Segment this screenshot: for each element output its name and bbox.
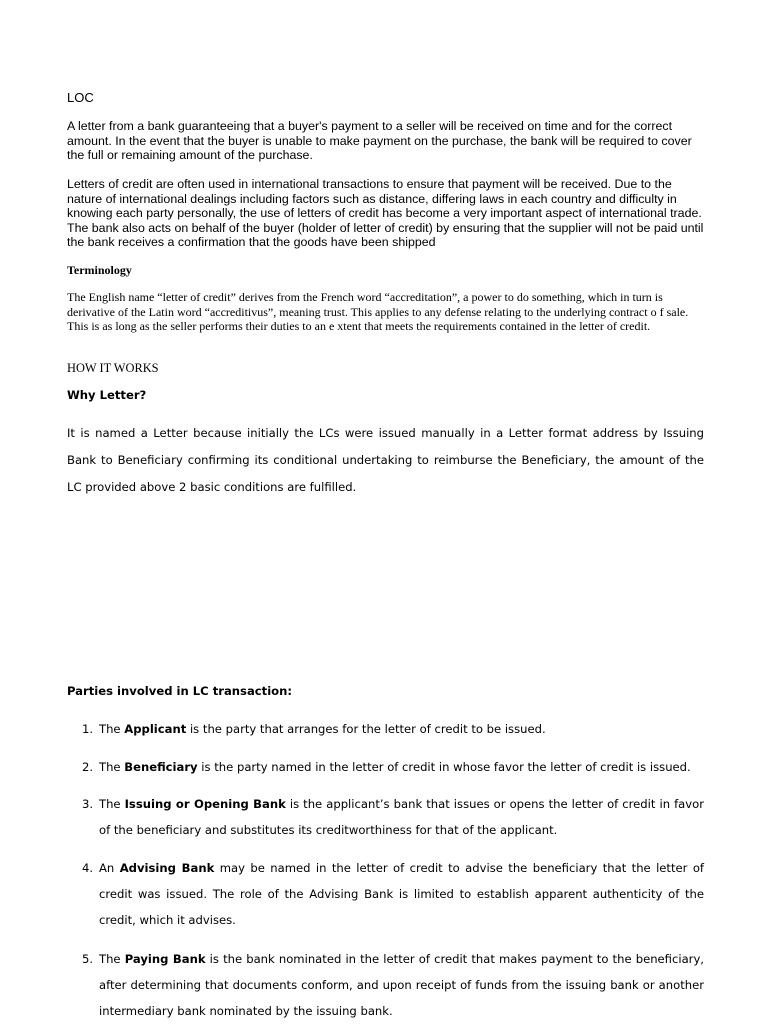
list-item-term: Paying Bank: [124, 952, 206, 966]
list-item: [67, 716, 704, 742]
list-item-term: Beneficiary: [124, 760, 198, 774]
list-item-number: 3.: [82, 797, 94, 811]
how-it-works-heading: HOW IT WORKS: [67, 361, 159, 375]
list-item-text: is the applicant’s bank that issues or opens the letter of credit in favor of the beneficiary and substitutes its creditworthiness for that of the applicant.: [99, 797, 704, 837]
list-item-text: may be named in the letter of credit to advise the beneficiary that the letter of credit was issued. The role of the Advising Bank is limited to establish apparent authenticity of the credit, which it advises.: [99, 861, 704, 927]
intro-paragraph-1: A letter from a bank guaranteeing that a buyer's payment to a seller will be received on time and for the correct amount. In the event that the buyer is unable to make payment on the purchase, the bank will be required to cover the full or remaining amount of the purchase.: [67, 119, 692, 162]
terminology-heading: Terminology: [67, 263, 132, 277]
intro-paragraph-2: Letters of credit are often used in international transactions to ensure that payment will be received. Due to the nature of international dealings including factors such as distance, differing laws in each country and difficulty in knowing each party personally, the use of letters of credit has become a very important aspect of international trade. The bank also acts on behalf of the buyer (holder of letter of credit) by ensuring that the supplier will not be paid until the bank receives a confirmation that the goods have been shipped: [67, 177, 704, 249]
list-item-prefix: The: [99, 952, 125, 966]
list-item: [67, 754, 704, 780]
list-item-prefix: The: [99, 797, 125, 811]
why-letter-paragraph: It is named a Letter because initially the LCs were issued manually in a Letter format address by Issuing Bank to Beneficiary confirming its conditional undertaking to reimburse the Beneficiary, the amount of the LC provided above 2 basic conditions are fulfilled.: [67, 426, 704, 494]
list-item-text: is the party named in the letter of credit in whose favor the letter of credit is issued.: [197, 760, 691, 774]
document-title: LOC: [67, 90, 94, 105]
list-item: [67, 946, 704, 1024]
list-item-term: Issuing or Opening Bank: [124, 797, 286, 811]
list-item-prefix: An: [99, 861, 120, 875]
list-item: [67, 855, 704, 933]
list-item-term: Applicant: [124, 722, 187, 736]
list-item-term: Advising Bank: [119, 861, 215, 875]
list-item-number: 2.: [82, 760, 94, 774]
list-item-number: 5.: [82, 952, 94, 966]
list-item-text: is the party that arranges for the letter of credit to be issued.: [186, 722, 546, 736]
list-item-prefix: The: [99, 760, 125, 774]
list-item-number: 1.: [82, 722, 94, 736]
list-item-number: 4.: [82, 861, 94, 875]
parties-heading: Parties involved in LC transaction:: [67, 684, 293, 698]
terminology-paragraph: The English name “letter of credit” derives from the French word “accreditation”, a power to do something, which in turn is derivative of the Latin word “accreditivus”, meaning trust. This applies to any defense relating to the underlying contract o f sale. This is as long as the seller performs their duties to an e xtent that meets the requirements contained in the letter of credit.: [67, 290, 689, 334]
list-item: [67, 791, 704, 843]
list-item-prefix: The: [99, 722, 125, 736]
list-item-text: is the bank nominated in the letter of credit that makes payment to the beneficiary, after determining that documents conform, and upon receipt of funds from the issuing bank or another intermediary bank nominated by the issuing bank.: [99, 952, 704, 1018]
why-letter-heading: Why Letter?: [67, 388, 147, 402]
